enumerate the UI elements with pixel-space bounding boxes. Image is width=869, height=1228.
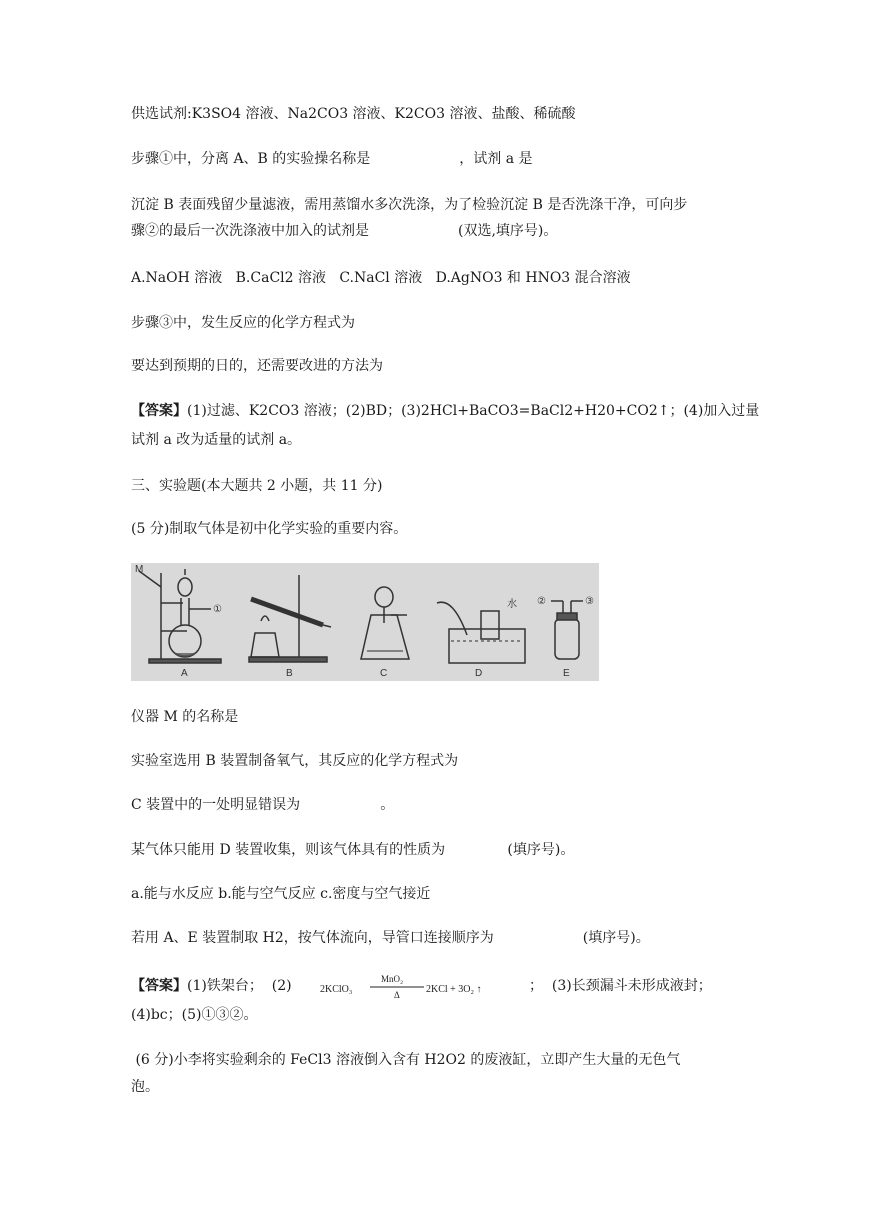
c-error-line: C 装置中的一处明显错误为 。 [131,797,395,813]
question1-intro: (5 分)制取气体是初中化学实验的重要内容。 [131,521,408,537]
answer1-line-2: 试剂 a 改为适量的试剂 a。 [131,432,302,448]
label-m: M [135,564,144,575]
options-line: A.NaOH 溶液 B.CaCl2 溶液 C.NaCl 溶液 D.AgNO3 和 HNO3 混合溶液 [131,270,631,286]
answer1-line-1 [131,401,759,421]
answer1-text: (1)过滤、K2CO3 溶液；(2)BD；(3)2HCl+BaCO3=BaCl2+H20+CO2↑；(4)加入过量 [187,403,760,419]
step1-line: 步骤①中，分离 A、B 的实验操名称是 ，试剂 a 是 [131,151,533,167]
label-c: C [380,668,388,679]
answer2-line-2: (4)bc；(5)①③②。 [131,1007,258,1023]
eq-products: 2KCl + 3O₂ ↑ [426,984,482,995]
apparatus-drawing [131,563,599,681]
h2-order-line: 若用 A、E 装置制取 H2，按气体流向，导管口连接顺序为 (填序号)。 [131,930,650,946]
instrument-m-line: 仪器 M 的名称是 [131,709,239,725]
section-heading: 三、实验题(本大题共 2 小题，共 11 分) [131,478,383,494]
reagents-line: 供选试剂:K3SO4 溶液、Na2CO3 溶液、K2CO3 溶液、盐酸、稀硫酸 [131,106,576,122]
port-1-label: ① [213,604,222,615]
label-d: D [475,668,483,679]
question2-line-1: (6 分)小李将实验剩余的 FeCl3 溶液倒入含有 H2O2 的废液缸，立即产生大量的无色气 [131,1052,681,1068]
eq-condition: Δ [394,990,400,1000]
improve-line: 要达到预期的日的，还需要改进的方法为 [131,358,383,374]
d-collect-line: 某气体只能用 D 装置收集，则该气体具有的性质为 (填序号)。 [131,842,575,858]
port-3-label: ③ [585,596,594,607]
answer-label: 【答案】 [131,403,187,419]
label-a: A [181,668,188,679]
kclo3-equation [318,972,538,1004]
label-e: E [563,668,570,679]
answer2-text-b: ； (3)长颈漏斗未形成液封； [529,978,712,994]
water-label: 水 [507,599,517,610]
answer2-text-a: (1)铁架台； (2) [187,978,292,994]
wash-line-2: 骤②的最后一次洗涤液中加入的试剂是 (双选,填序号)。 [131,223,558,239]
question2-line-2: 泡。 [131,1079,159,1095]
properties-line: a.能与水反应 b.能与空气反应 c.密度与空气接近 [131,886,431,902]
eq-reactant: 2KClO₃ [320,984,353,995]
label-b: B [286,668,293,679]
wash-line-1: 沉淀 B 表面残留少量滤液，需用蒸馏水多次洗涤，为了检验沉淀 B 是否洗涤干净，可向步 [131,197,688,213]
port-2-label: ② [537,596,546,607]
b-oxygen-line: 实验室选用 B 装置制备氧气，其反应的化学方程式为 [131,753,459,769]
eq-catalyst: MnO₂ [381,974,404,984]
apparatus-figure [131,563,599,681]
answer-label: 【答案】 [131,978,187,994]
answer2-line-1 [131,976,292,996]
step3-line: 步骤③中，发生反应的化学方程式为 [131,315,355,331]
